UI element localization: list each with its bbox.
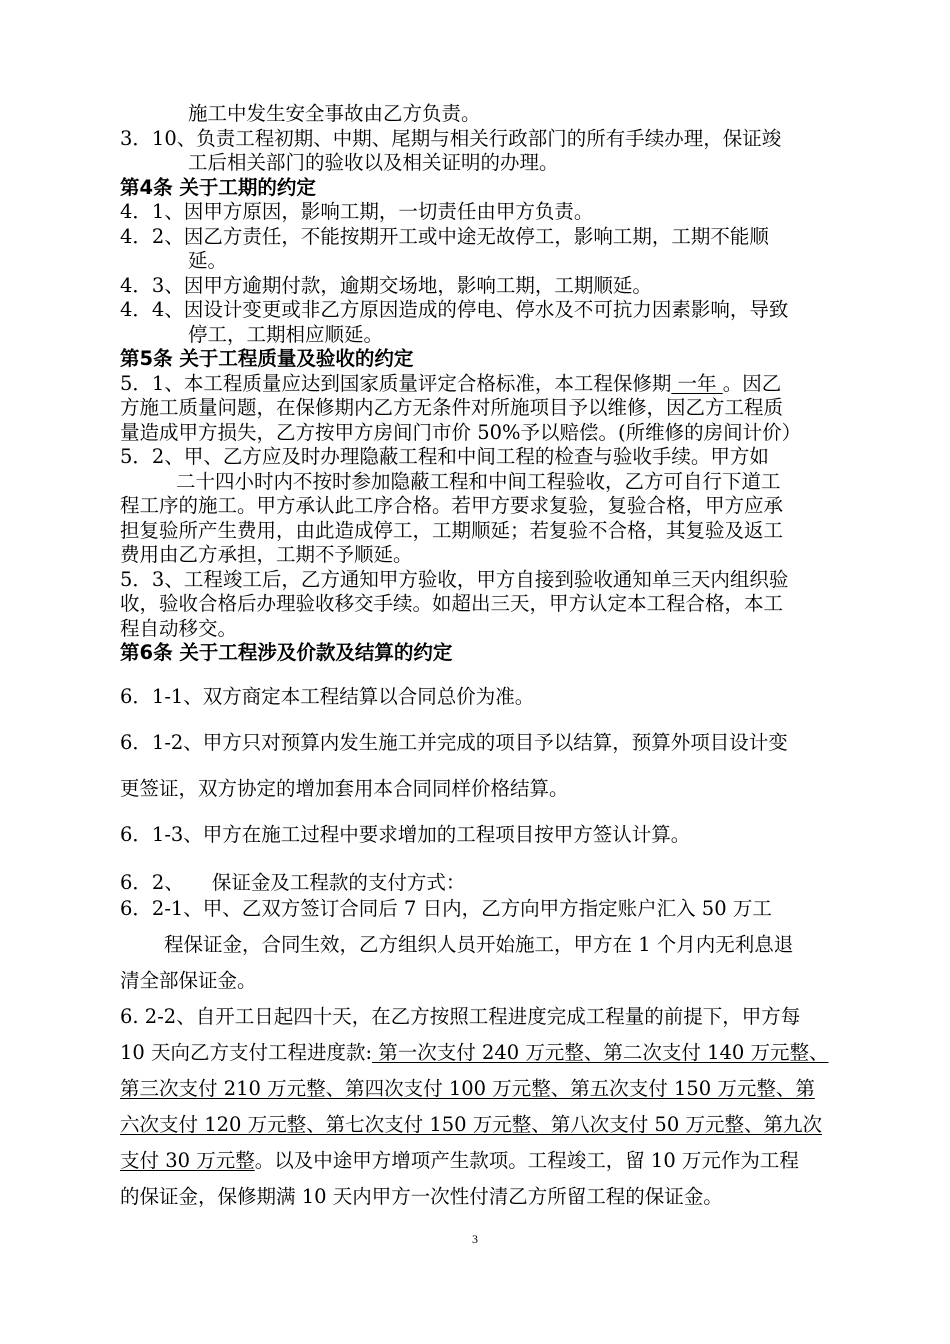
clause-6-2-2-line-3 [120,1071,865,1107]
clause-5-2-line-3: 程工序的施工。甲方承认此工序合格。若甲方要求复验，复验合格，甲方应承 [120,494,784,517]
clause-6-2-1-line-2: 程保证金，合同生效，乙方组织人员开始施工，甲方在 1 个月内无利息退 [164,933,794,956]
clause-4-2: 4．2、因乙方责任，不能按期开工或中途无故停工，影响工期，工期不能顺 [120,224,769,248]
clause-6-2-1: 6．2-1、甲、乙双方签订合同后 7 日内，乙方向甲方指定账户汇入 50 万工 [120,897,772,920]
clause-6-2-text: 保证金及工程款的支付方式： [211,871,466,894]
clause-6-2-2-line-5 [120,1143,865,1179]
section-heading-4: 第4条 关于工期的约定 [120,175,316,199]
clause-5-3-line-3: 程自动移交。 [120,616,238,640]
page-number: 3 [472,1232,478,1246]
clause-6-2-2: 6. 2-2、自开工日起四十天，在乙方按照工程进度完成工程量的前提下，甲方每 [120,1005,801,1028]
clause-4-1: 4．1、因甲方原因，影响工期，一切责任由甲方负责。 [120,200,594,223]
clause-5-1-text-end: 。因乙 [722,371,782,395]
clauses-upper [120,102,865,666]
clause-3-10: 3．10、负责工程初期、中期、尾期与相关行政部门的所有手续办理，保证竣 [120,126,782,150]
clause-6-2-2-line-4 [120,1107,865,1143]
section-heading-5: 第5条 关于工程质量及验收的约定 [120,347,414,370]
clause-5-3: 5．3、工程竣工后，乙方通知甲方验收，甲方自接到验收通知单三天内组织验 [120,567,789,591]
clause-6-1-2: 6．1-2、甲方只对预算内发生施工并完成的项目予以结算，预算外项目设计变 [120,731,788,754]
clause-5-2-line-4: 担复验所产生费用，由此造成停工，工期顺延；若复验不合格，其复验及返工 [120,518,784,542]
clause-3-9-continuation: 施工中发生安全事故由乙方负责。 [188,102,481,125]
clause-5-1 [120,372,865,397]
clause-5-1-line-2: 方施工质量问题，在保修期内乙方无条件对所施项目予以维修，因乙方工程质 [120,396,784,419]
clause-6-2-2-text: 10 天向乙方支付工程进度款: [120,1041,373,1064]
clause-5-3-line-2: 收，验收合格后办理验收移交手续。如超出三天，甲方认定本工程合格，本工 [120,592,784,615]
section-heading-6: 第6条 关于工程涉及价款及结算的约定 [120,641,453,664]
clause-6-2-2-line-6: 的保证金，保修期满 10 天内甲方一次性付清乙方所留工程的保证金。 [120,1185,723,1208]
clause-5-2-line-5: 费用由乙方承担，工期不予顺延。 [120,543,413,566]
clause-4-2-continuation: 延。 [188,249,228,272]
clause-5-2-line-2: 二十四小时内不按时参加隐蔽工程和中间工程验收，乙方可自行下道工 [176,469,781,493]
clause-6-2-number: 6．2、 [120,871,184,894]
clause-6-2-2-line-2 [120,1035,865,1071]
clause-6-2-2-text-cont: 。以及中途甲方增项产生款项。工程竣工，留 10 万元作为工程 [254,1149,799,1172]
clause-6-1-1: 6．1-1、双方商定本工程结算以合同总价为准。 [120,685,535,708]
clause-5-2: 5．2、甲、乙方应及时办理隐蔽工程和中间工程的检查与验收手续。甲方如 [120,445,769,468]
clause-6-2-1-line-3: 清全部保证金。 [120,969,257,992]
payment-schedule-2: 第三次支付 210 万元整、第四次支付 100 万元整、第五次支付 150 万元整、第 [120,1077,815,1100]
clause-4-3: 4．3、因甲方逾期付款，逾期交场地，影响工期，工期顺延。 [120,273,652,297]
clause-4-4-continuation: 停工，工期相应顺延。 [188,322,384,346]
payment-schedule-4: 支付 30 万元整 [120,1149,255,1172]
clause-4-4: 4．4、因设计变更或非乙方原因造成的停电、停水及不可抗力因素影响，导致 [120,298,789,321]
warranty-period: 一年 [671,371,723,395]
section-6-group-1 [120,679,865,901]
clause-3-10-continuation: 工后相关部门的验收以及相关证明的办理。 [188,151,559,174]
payment-schedule-1: 第一次支付 240 万元整、第二次支付 140 万元整、 [372,1041,829,1064]
section-6-group-2 [120,891,865,1215]
clause-5-1-text: 5．1、本工程质量应达到国家质量评定合格标准，本工程保修期 [120,371,672,395]
clause-6-1-3: 6．1-3、甲方在施工过程中要求增加的工程项目按甲方签认计算。 [120,823,691,846]
clause-6-1-2-continuation: 更签证，双方协定的增加套用本合同同样价格结算。 [120,777,569,800]
clause-5-1-line-3: 量造成甲方损失，乙方按甲方房间门市价 50%予以赔偿。(所维修的房间计价） [120,420,802,444]
payment-schedule-3: 六次支付 120 万元整、第七次支付 150 万元整、第八次支付 50 万元整、第九次 [120,1113,822,1136]
